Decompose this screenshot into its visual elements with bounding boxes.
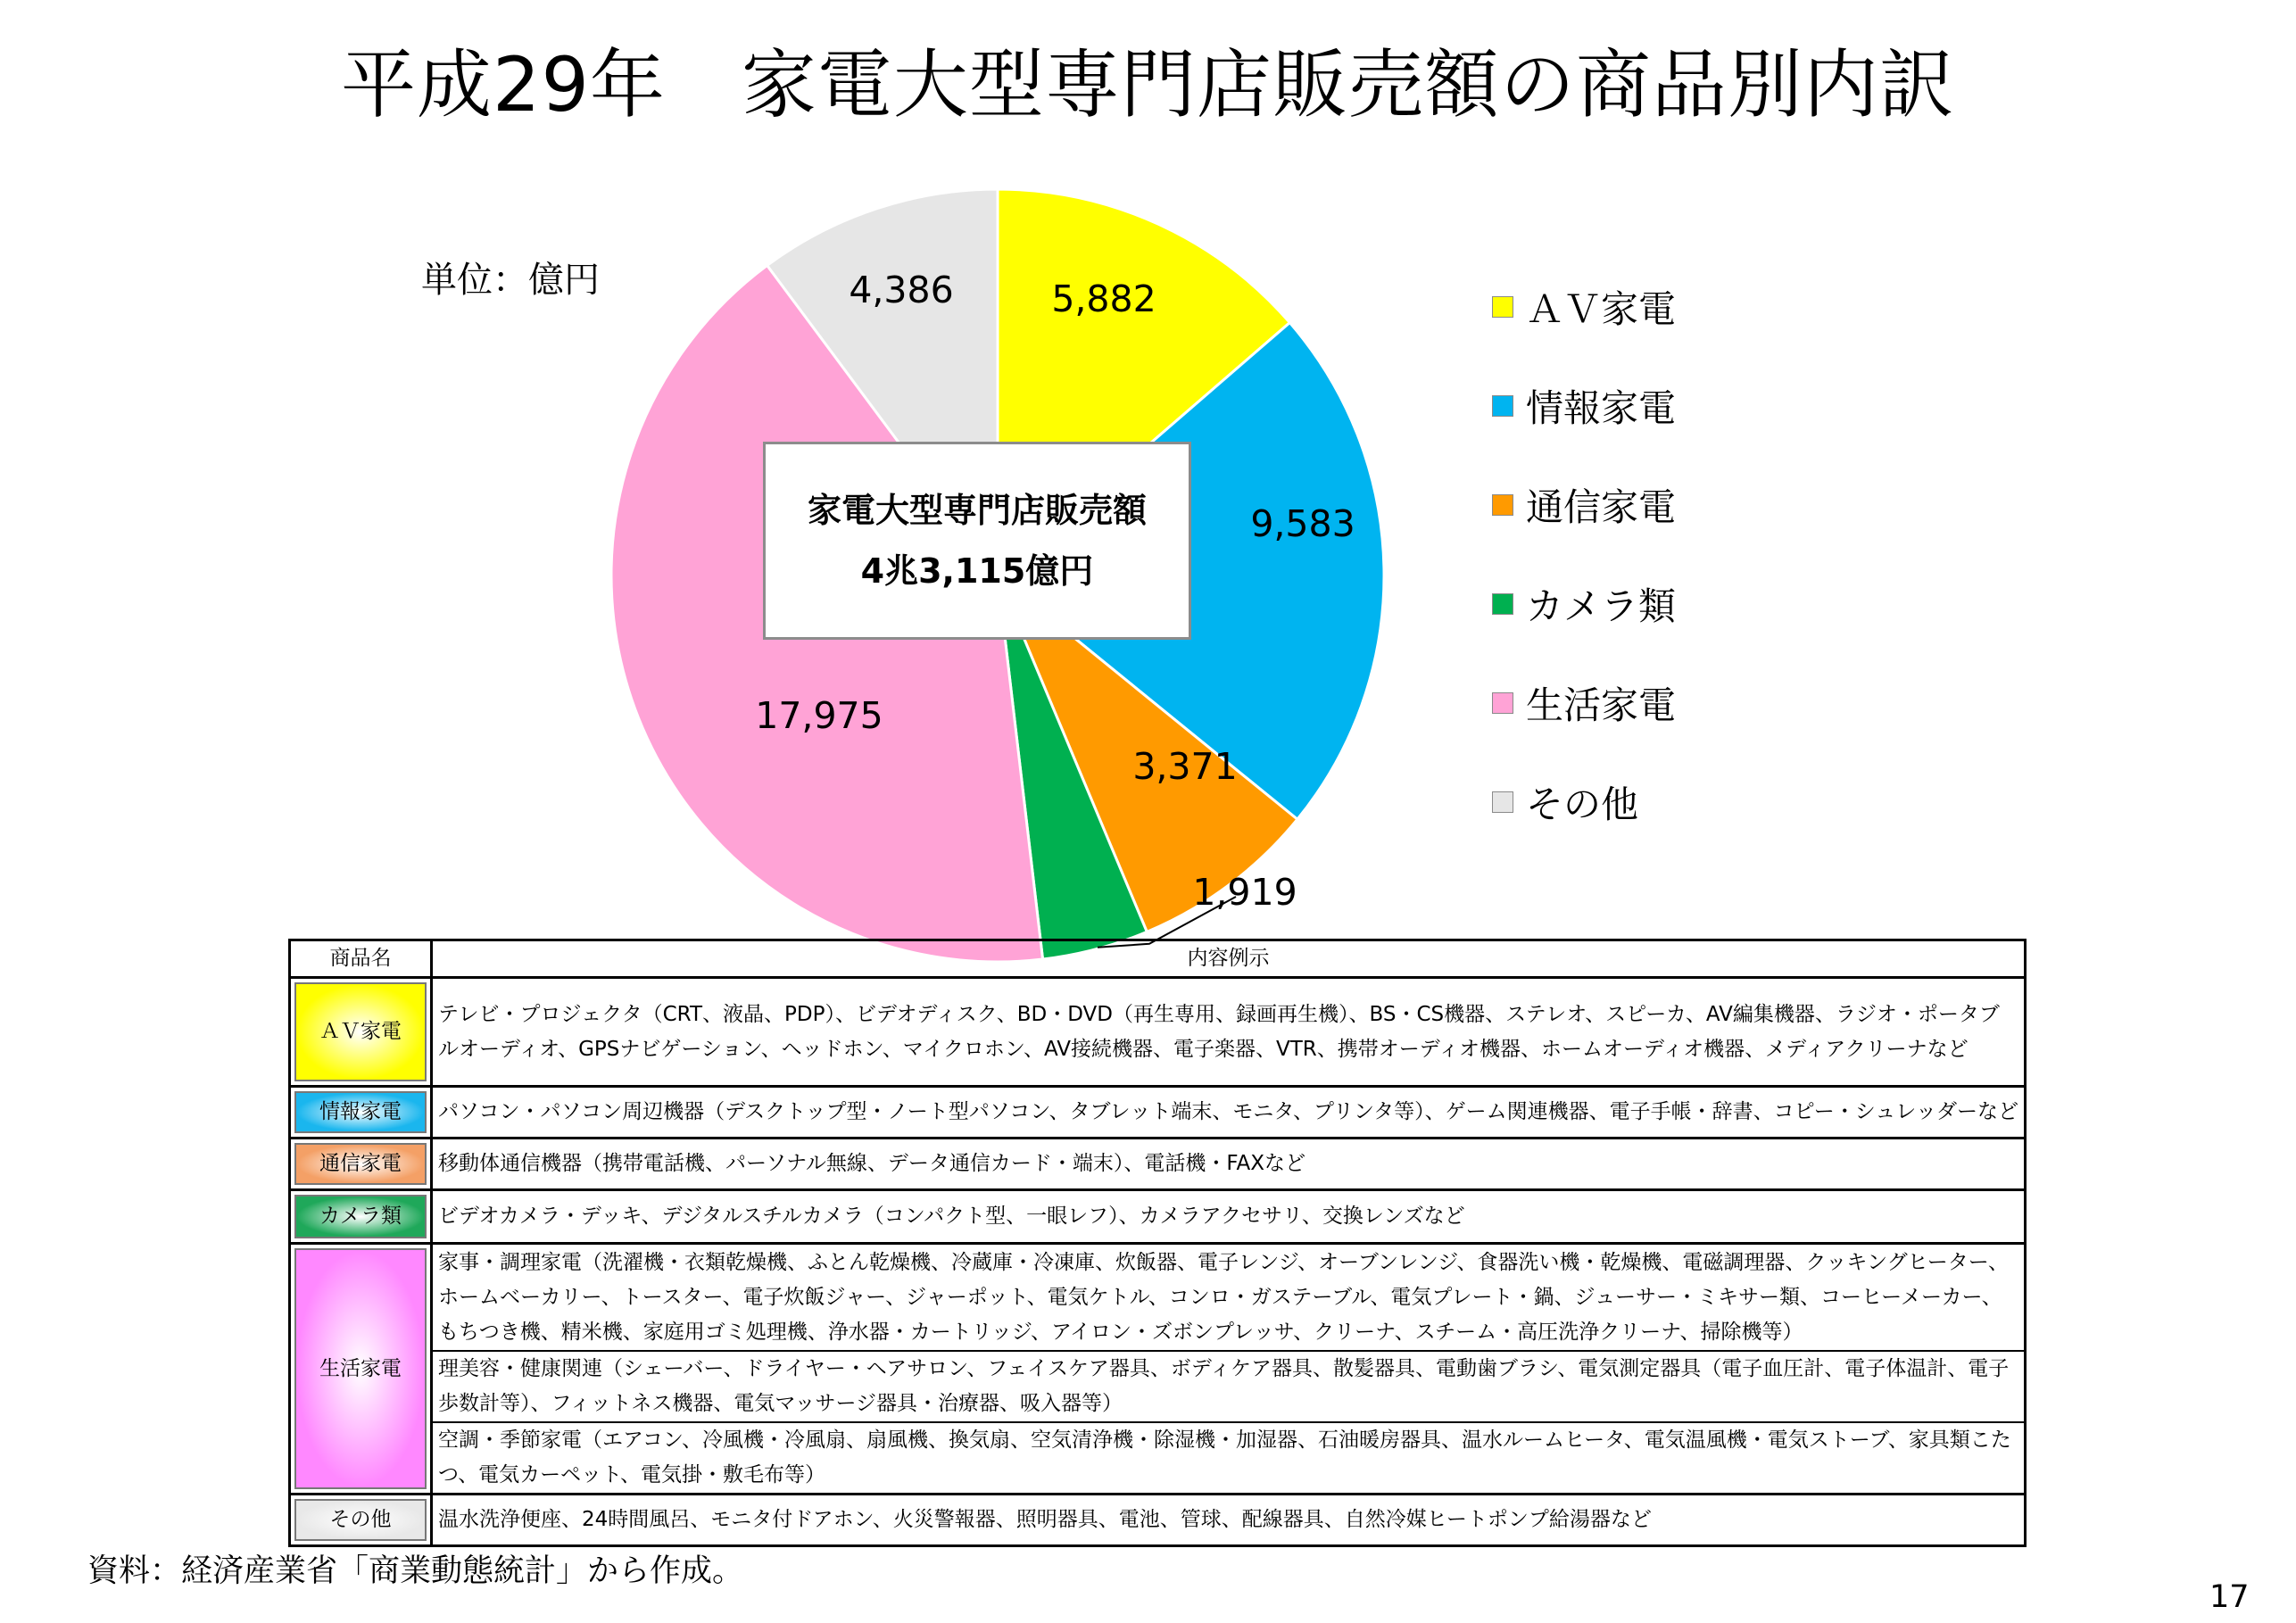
legend-label-av: ＡＶ家電: [1526, 286, 1677, 331]
header-content-examples: 内容例示: [432, 940, 2026, 978]
row-name-camera: カメラ類: [294, 1195, 427, 1238]
table-header-row: [290, 940, 2026, 978]
row-name-life: 生活家電: [294, 1248, 427, 1489]
pie-value-label-0: 5,882: [1051, 277, 1156, 320]
legend-item-info: [1492, 356, 1676, 455]
row-desc-comm: 移動体通信機器（携帯電話機、パーソナル無線、データ通信カード・端末）、電話機・FAXなど: [432, 1139, 2026, 1190]
legend-label-other: その他: [1526, 782, 1639, 826]
row-desc-life-beauty: 理美容・健康関連（シェーバー、ドライヤー・ヘアサロン、フェイスケア器具、ボディケア器具、散髪器具、電動歯ブラシ、電気測定器具（電子血圧計、電子体温計、電子歩数計等）、フィットネス機器、電気マッサージ器具・治療器、吸入器等）: [433, 1350, 2024, 1421]
legend-label-info: 情報家電: [1526, 385, 1677, 430]
source-note: 資料：経済産業省「商業動態統計」から作成。: [87, 1553, 744, 1589]
pie-value-label-2: 3,371: [1132, 745, 1238, 788]
row-desc-life: [432, 1244, 2026, 1495]
row-name-cell: [290, 1139, 432, 1190]
page-number: 17: [2209, 1579, 2250, 1615]
pie-value-label-5: 4,386: [849, 269, 954, 311]
product-category-table: [288, 939, 2027, 1547]
row-name-other: その他: [294, 1499, 427, 1541]
legend-swatch-av: [1492, 296, 1513, 318]
row-desc-av: テレビ・プロジェクタ（CRT、液晶、PDP）、ビデオディスク、BD・DVD（再生専用、録画再生機）、BS・CS機器、ステレオ、スピーカ、AV編集機器、ラジオ・ポータブルオーディオ、GPSナビゲーション、ヘッドホン、マイクロホン、AV接続機器、電子楽器、VTR、携帯オーディオ機器、ホームオーディオ機器、メディアクリーナなど: [432, 978, 2026, 1087]
legend-label-comm: 通信家電: [1526, 484, 1677, 529]
row-name-info: 情報家電: [294, 1091, 427, 1133]
legend-item-av: [1492, 257, 1676, 356]
unit-label: 単位：億円: [421, 260, 600, 301]
legend-swatch-life: [1492, 692, 1513, 714]
table-row-comm: [290, 1139, 2026, 1190]
total-sales-value: 4兆3,115億円: [860, 551, 1094, 591]
row-name-cell: [290, 1244, 432, 1495]
table-row-av: [290, 978, 2026, 1087]
row-name-av: ＡＶ家電: [294, 982, 427, 1081]
legend-swatch-info: [1492, 395, 1513, 417]
pie-value-label-4: 17,975: [755, 694, 883, 737]
row-name-cell: [290, 1495, 432, 1546]
legend-swatch-comm: [1492, 494, 1513, 516]
row-desc-life-housework: 家事・調理家電（洗濯機・衣類乾燥機、ふとん乾燥機、冷蔵庫・冷凍庫、炊飯器、電子レンジ、オーブンレンジ、食器洗い機・乾燥機、電磁調理器、クッキングヒーター、ホームベーカリー、トースター、電子炊飯ジャー、ジャーポット、電気ケトル、コンロ・ガステーブル、電気プレート・鍋、ジューサー・ミキサー類、コーヒーメーカー、もちつき機、精米機、家庭用ゴミ処理機、浄水器・カートリッジ、アイロン・ズボンプレッサ、クリーナ、スチーム・高圧洗浄クリーナ、掃除機等）: [438, 1250, 2009, 1344]
legend-swatch-camera: [1492, 593, 1513, 615]
total-sales-box: [763, 442, 1191, 640]
legend-item-life: [1492, 653, 1676, 752]
table-row-info: [290, 1087, 2026, 1139]
legend-swatch-other: [1492, 791, 1513, 813]
row-desc-info: パソコン・パソコン周辺機器（デスクトップ型・ノート型パソコン、タブレット端末、モニタ、プリンタ等）、ゲーム関連機器、電子手帳・辞書、コピー・シュレッダーなど: [432, 1087, 2026, 1139]
row-desc-camera: ビデオカメラ・デッキ、デジタルスチルカメラ（コンパクト型、一眼レフ）、カメラアクセサリ、交換レンズなど: [432, 1190, 2026, 1244]
row-name-cell: [290, 978, 432, 1087]
legend-item-other: [1492, 752, 1676, 851]
row-name-cell: [290, 1190, 432, 1244]
pie-value-label-1: 9,583: [1250, 502, 1355, 545]
row-name-comm: 通信家電: [294, 1143, 427, 1185]
row-name-cell: [290, 1087, 432, 1139]
total-sales-title: 家電大型専門店販売額: [807, 491, 1147, 530]
table-row-life: [290, 1244, 2026, 1495]
table-row-camera: [290, 1190, 2026, 1244]
legend-label-camera: カメラ類: [1526, 584, 1677, 628]
header-product-name: 商品名: [290, 940, 432, 978]
legend-item-comm: [1492, 455, 1676, 554]
pie-value-label-3: 1,919: [1192, 871, 1297, 914]
row-desc-life-aircon: 空調・季節家電（エアコン、冷風機・冷風扇、扇風機、換気扇、空気清浄機・除湿機・加湿器、石油暖房器具、温水ルームヒータ、電気温風機・電気ストーブ、家具類こたつ、電気カーペット、電気掛・敷毛布等）: [433, 1421, 2024, 1493]
table-row-other: [290, 1495, 2026, 1546]
legend-item-camera: [1492, 554, 1676, 653]
row-desc-other: 温水洗浄便座、24時間風呂、モニタ付ドアホン、火災警報器、照明器具、電池、管球、配線器具、自然冷媒ヒートポンプ給湯器など: [432, 1495, 2026, 1546]
chart-legend: [1492, 257, 1676, 851]
legend-label-life: 生活家電: [1526, 683, 1677, 727]
page-title: 平成29年 家電大型専門店販売額の商品別内訳: [341, 41, 1955, 128]
